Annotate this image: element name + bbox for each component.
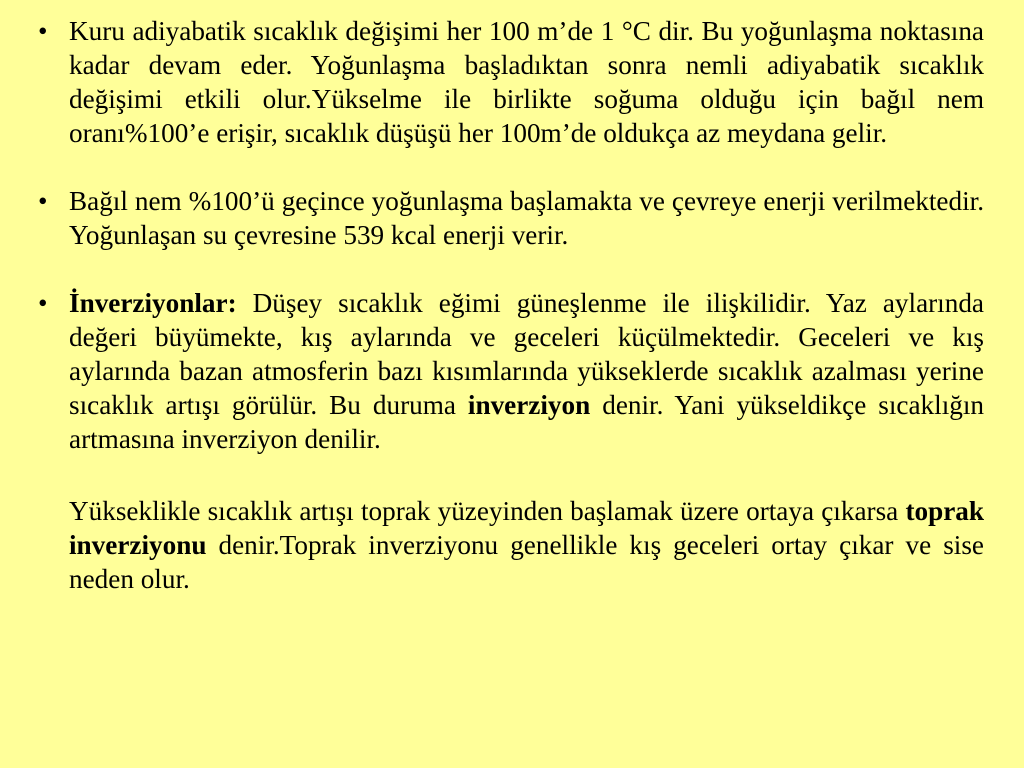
bullet-marker: • [38, 16, 48, 46]
paragraph-inversions [38, 286, 984, 456]
paragraph-text: denir. Yani yükseldikçe sıcaklığın artmasına inverziyon denilir. [69, 390, 984, 454]
paragraph-ground-inversion [38, 494, 984, 596]
paragraph-text: Düşey sıcaklık eğimi güneşlenme ile ilişkilidir. Yaz aylarında değeri büyümekte, kış aylarında ve geceleri küçülmektedir. Geceleri ve kış aylarında bazan atmosferin bazı kısımlarında yükseklerde sıcaklık azalması yerine sıcaklık artışı görülür. Bu duruma [69, 288, 984, 420]
paragraph-text: Yükseklikle sıcaklık artışı toprak yüzeyinden başlamak üzere ortaya çıkarsa [69, 496, 906, 526]
paragraph-dry-adiabatic [38, 14, 984, 150]
term-ground-inversion: toprak inverziyonu [69, 496, 984, 560]
term-inversions: İnverziyonlar: [69, 288, 237, 318]
paragraph-text: denir.Toprak inverziyonu genellikle kış geceleri ortay çıkar ve sise neden olur. [69, 530, 984, 594]
paragraph-text: Kuru adiyabatik sıcaklık değişimi her 100 m’de 1 °C dir. Bu yoğunlaşma noktasına kadar devam eder. Yoğunlaşma başladıktan sonra nemli adiyabatik sıcaklık değişimi etkili olur.Yükselme ile birlikte soğuma olduğu için bağıl nem oranı%100’e erişir, sıcaklık düşüşü her 100m’de oldukça az meydana gelir. [69, 16, 984, 148]
term-inversion: inverziyon [467, 390, 591, 420]
bullet-marker: • [38, 186, 48, 216]
paragraph-text: Bağıl nem %100’ü geçince yoğunlaşma başlamakta ve çevreye enerji verilmektedir. Yoğunlaşan su çevresine 539 kcal enerji verir. [69, 186, 984, 250]
bullet-marker: • [38, 288, 48, 318]
paragraph-relative-humidity [38, 184, 984, 252]
